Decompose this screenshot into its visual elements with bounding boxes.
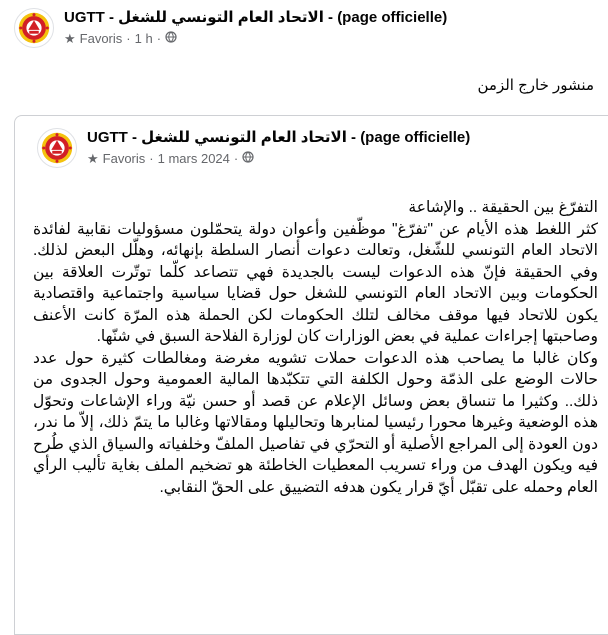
shared-post-body	[33, 197, 598, 498]
shared-favoris-label[interactable]: Favoris	[102, 151, 146, 166]
shared-post-title: التفرّغ بين الحقيقة .. والإشاعة	[408, 199, 598, 216]
page-name-link[interactable]: UGTT - الاتحاد العام التونسي للشغل - (page officielle)	[64, 9, 448, 26]
shared-post-time[interactable]: 1 mars 2024	[157, 151, 230, 166]
shared-avatar[interactable]	[37, 128, 77, 168]
dot-separator: ·	[233, 151, 239, 166]
post-subline	[64, 30, 447, 48]
post-meta	[64, 8, 447, 48]
star-icon: ★	[64, 31, 76, 46]
post-time[interactable]: 1 h	[134, 31, 153, 46]
shared-post-card[interactable]	[14, 115, 608, 635]
shared-post-paragraph-1: كثر اللغط هذه الأيام عن "تفرّغ" موظّفين وأعوان دولة يتحمّلون مسؤوليات نقابية لفائدة الاتحاد العام التونسي للشّغل، وتعالت دعوات أنصار السلطة بإنهائه، وهلّل البعض لذلك. وفي الحقيقة فإنّ هذه الدعوات ليست بالجديدة فهي تتصاعد كلّما توتّرت العلاقة بين الحكومات وبين الاتحاد العام التونسي للشغل حول قضايا سياسية واجتماعية واقتصادية يكون للاتحاد فيها موقف مخالف لتلك الحكومات لكن الحملة هذه المرّة كانت الأعنف وصاحبتها إجراءات عملية في بعض الوزارات كان لوزارة الفلاحة السبق في شنّها.	[33, 220, 598, 345]
star-icon: ★	[87, 151, 99, 166]
globe-icon	[165, 30, 177, 48]
shared-post-subline	[87, 150, 470, 168]
avatar[interactable]	[14, 8, 54, 48]
shared-post-meta	[87, 128, 470, 168]
dot-separator: ·	[156, 31, 162, 46]
dot-separator: ·	[126, 31, 131, 46]
shared-page-name-link[interactable]: UGTT - الاتحاد العام التونسي للشغل - (page officielle)	[87, 129, 471, 146]
globe-icon	[242, 150, 254, 168]
post-header	[14, 8, 447, 48]
post-text: منشور خارج الزمن	[477, 77, 594, 94]
ugtt-logo	[38, 129, 76, 167]
dot-separator: ·	[149, 151, 154, 166]
shared-post-header	[37, 128, 470, 168]
shared-post-paragraph-2: وكان غالبا ما يصاحب هذه الدعوات حملات تشويه مغرضة ومغالطات كثيرة حول عدد حالات الوضع على الذمّة وحول الكلفة التي تتكبّدها المالية العمومية وحول الجدوى من ذلك.. وكثيرا ما تنساق بعض وسائل الإعلام عن قصد أو حسن نيّة وراء الإشاعات وتحوّل هذه الوضعية وغيرها محورا رئيسيا لمنابرها وتحاليلها ومقالاتها وغالبا ما يتمّ ذلك، إلاّ ما ندر، دون العودة إلى المراجع الأصلية أو التحرّي في تفاصيل الملفّ وخلفياته والسياق الذي طُرح فيه ويكون الهدف من وراء تسريب المعطيات الخاطئة هو تضخيم الملف بغاية تأليب الرأي العام وحمله على تقبّل أيّ قرار يكون هدفه التضييق على الحقّ النقابي.	[33, 349, 598, 496]
favoris-label[interactable]: Favoris	[79, 31, 123, 46]
ugtt-logo	[15, 9, 53, 47]
